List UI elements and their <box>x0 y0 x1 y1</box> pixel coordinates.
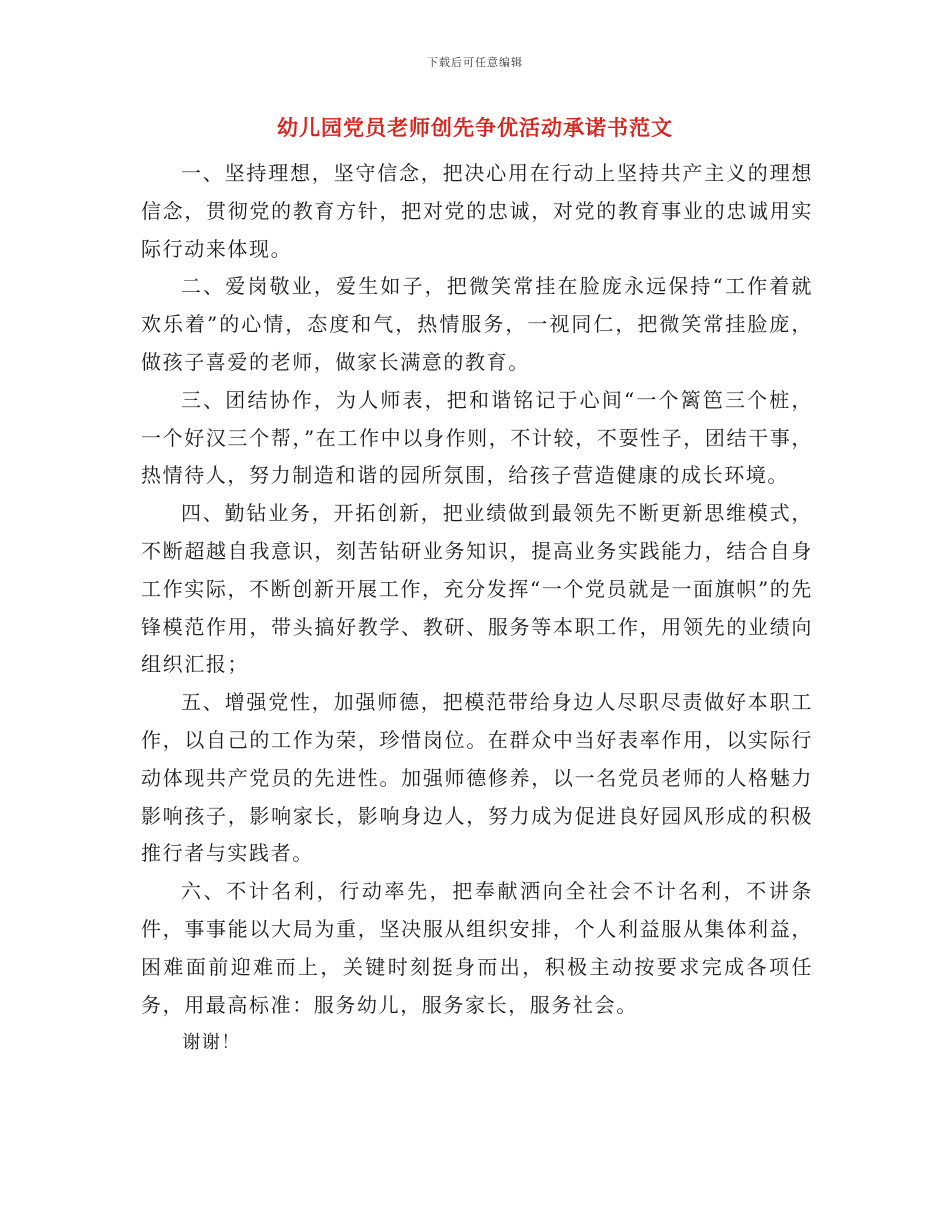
paragraph-5: 五、增强党性，加强师德，把模范带给身边人尽职尽责做好本职工作，以自己的工作为荣，珍惜岗位。在群众中当好表率作用，以实际行动体现共产党员的先进性。加强师德修养，以一名党员老师的人格魅力影响孩子，影响家长，影响身边人，努力成为促进良好园风形成的积极推行者与实践者。 <box>141 690 813 866</box>
paragraph-1: 一、坚持理想，坚守信念，把决心用在行动上坚持共产主义的理想信念，贯彻党的教育方针，把对党的忠诚，对党的教育事业的忠诚用实际行动来体现。 <box>141 161 813 261</box>
document-title: 幼儿园党员老师创先争优活动承诺书范文 <box>277 115 673 140</box>
paragraph-3: 三、团结协作，为人师表，把和谐铭记于心间“一个篱笆三个桩，一个好汉三个帮，”在工作中以身作则，不计较，不耍性子，团结干事，热情待人，努力制造和谐的园所氛围，给孩子营造健康的成长环境。 <box>141 387 813 488</box>
paragraph-4: 四、勤钻业务，开拓创新，把业绩做到最领先不断更新思维模式，不断超越自我意识，刻苦钻研业务知识，提高业务实践能力，结合自身工作实际，不断创新开展工作，充分发挥“一个党员就是一面旗帜”的先锋模范作用，带头搞好教学、教研、服务等本职工作，用领先的业绩向组织汇报； <box>141 501 813 677</box>
paragraph-2: 二、爱岗敬业，爱生如子，把微笑常挂在脸庞永远保持“工作着就欢乐着”的心情，态度和气，热情服务，一视同仁，把微笑常挂脸庞，做孩子喜爱的老师，做家长满意的教育。 <box>141 274 813 374</box>
document-body <box>141 155 813 1062</box>
header-note: 下载后可任意编辑 <box>427 56 523 69</box>
paragraph-6: 六、不计名利，行动率先，把奉献洒向全社会不计名利，不讲条件，事事能以大局为重，坚决服从组织安排，个人利益服从集体利益，困难面前迎难而上，关键时刻挺身而出，积极主动按要求完成各项任务，用最高标准：服务幼儿，服务家长，服务社会。 <box>141 879 813 1017</box>
closing-thanks: 谢谢！ <box>182 1032 241 1054</box>
